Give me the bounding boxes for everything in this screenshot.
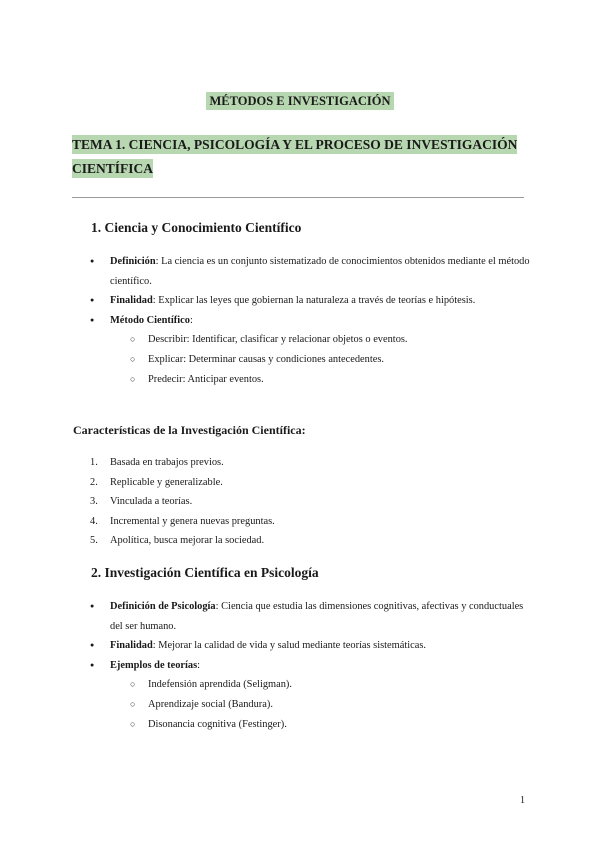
sublist-item-text: Disonancia cognitiva (Festinger).: [148, 718, 287, 730]
item-number: 1.: [90, 457, 98, 468]
numbered-item-text: Incremental y genera nuevas preguntas.: [110, 515, 275, 527]
item-term: Finalidad: [110, 295, 153, 307]
item-term: Definición de Psicología: [110, 601, 216, 612]
list-item: [90, 656, 535, 734]
numbered-item-text: Apolítica, busca mejorar la sociedad.: [110, 535, 265, 547]
document-title: [0, 92, 600, 110]
circle-bullet-icon: ○: [130, 334, 136, 345]
page-number: 1: [520, 795, 525, 806]
numbered-item: [90, 473, 530, 493]
item-number: 2.: [90, 476, 98, 488]
sublist-item: [130, 715, 535, 735]
numbered-item: [90, 453, 530, 473]
horizontal-divider: [72, 197, 524, 198]
sublist-item-text: Indefensión aprendida (Seligman).: [148, 679, 292, 691]
characteristics-list: [90, 453, 530, 551]
numbered-item-text: Vinculada a teorías.: [110, 496, 193, 508]
topic-heading: [72, 133, 542, 181]
sublist-item: [130, 370, 535, 390]
item-text: : La ciencia es un conjunto sistematizado de conocimientos obtenidos mediante el método científico.: [110, 256, 530, 287]
circle-bullet-icon: ○: [130, 373, 136, 384]
theories-sublist: [110, 675, 535, 734]
list-item: [90, 597, 535, 636]
list-item: [90, 291, 535, 311]
section-2-list: [90, 597, 535, 734]
numbered-item: [90, 531, 530, 551]
item-text: :: [189, 314, 193, 326]
item-text: : Mejorar la calidad de vida y salud mediante teorías sistemáticas.: [152, 640, 426, 652]
numbered-item: [90, 492, 530, 512]
method-sublist: [110, 330, 535, 389]
item-term: Finalidad: [110, 640, 153, 652]
section-1-heading: 1. Ciencia y Conocimiento Científico: [91, 220, 302, 235]
sublist-item: [130, 695, 535, 715]
item-text: : Explicar las leyes que gobiernan la naturaleza a través de teorías e hipótesis.: [152, 295, 476, 307]
item-term: Método Científico: [110, 314, 190, 326]
section-1-list: [90, 252, 535, 389]
item-text: :: [197, 659, 201, 671]
list-item: [90, 252, 535, 291]
section-2-heading: 2. Investigación Científica en Psicología: [91, 565, 319, 580]
sublist-item-text: Describir: Identificar, clasificar y relacionar objetos o eventos.: [148, 334, 408, 346]
item-number: 5.: [90, 535, 98, 547]
circle-bullet-icon: ○: [130, 698, 136, 709]
circle-bullet-icon: ○: [130, 679, 136, 690]
list-item: [90, 636, 535, 656]
topic-heading-text: TEMA 1. CIENCIA, PSICOLOGÍA Y EL PROCESO DE INVESTIGACIÓN CIENTÍFICA: [72, 137, 518, 176]
sublist-item-text: Predecir: Anticipar eventos.: [148, 373, 264, 385]
document-title-text: MÉTODOS E INVESTIGACIÓN: [206, 92, 393, 110]
circle-bullet-icon: ○: [130, 353, 136, 364]
sublist-item-text: Explicar: Determinar causas y condiciones antecedentes.: [148, 353, 384, 365]
characteristics-heading: Características de la Investigación Científica:: [73, 423, 306, 437]
numbered-item-text: Replicable y generalizable.: [110, 476, 223, 488]
sublist-item: [130, 675, 535, 695]
item-number: 4.: [90, 515, 98, 527]
item-term: Ejemplos de teorías: [110, 659, 198, 671]
sublist-item: [130, 350, 535, 370]
numbered-item-text: Basada en trabajos previos.: [110, 457, 224, 468]
sublist-item: [130, 330, 535, 350]
numbered-item: [90, 512, 530, 532]
circle-bullet-icon: ○: [130, 718, 136, 729]
item-number: 3.: [90, 496, 98, 508]
list-item: [90, 311, 535, 389]
sublist-item-text: Aprendizaje social (Bandura).: [148, 698, 273, 710]
item-term: Definición: [110, 256, 156, 267]
item-text: : Ciencia que estudia las dimensiones cognitivas, afectivas y conductuales del ser humano.: [110, 601, 524, 632]
